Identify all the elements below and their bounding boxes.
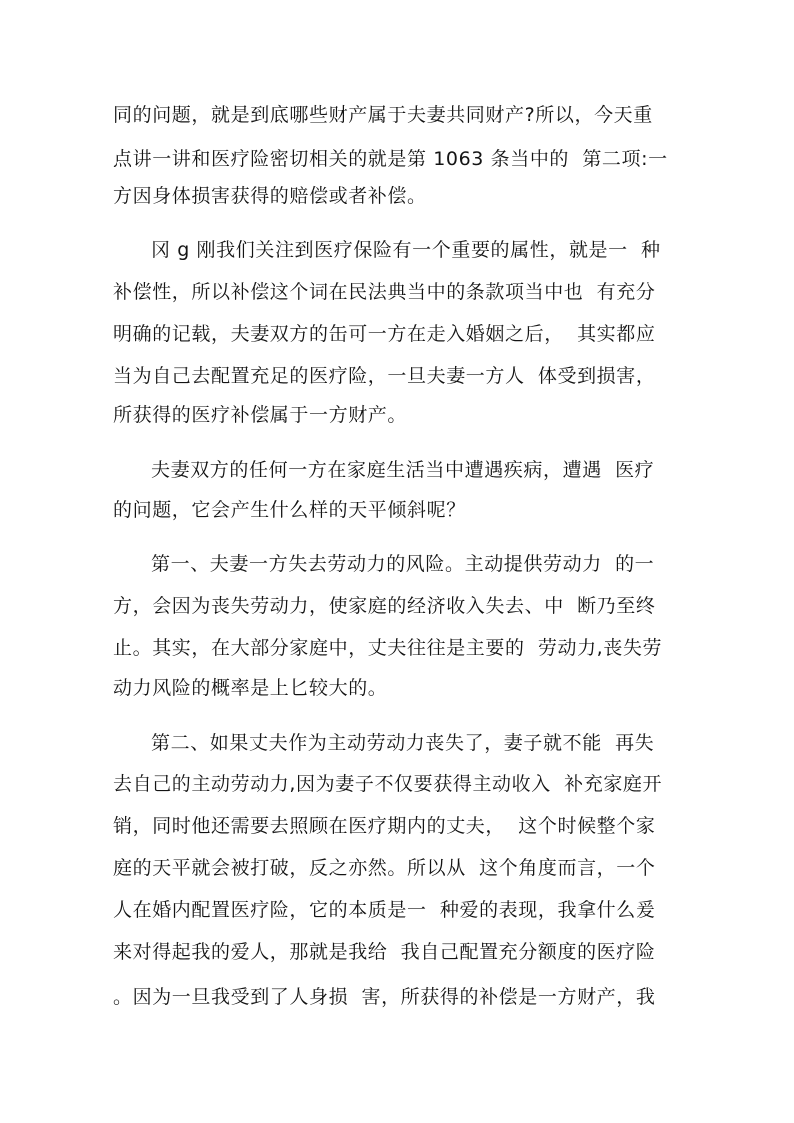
text-line: 的问题，它会产生什么样的天平倾斜呢？ xyxy=(113,499,466,521)
text-line: 人在婚内配置医疗险，它的本质是一 种爱的表现，我拿什么爰 xyxy=(113,899,656,921)
text-line: 动力风险的概率是上匕较大的。 xyxy=(113,677,388,699)
text-line: 第二、如果丈夫作为主动劳动力丧失了，妻子就不能 再失 xyxy=(151,732,655,754)
text-line: 去自己的主动劳动力,因为妻子不仅要获得主动收入 补充家庭开 xyxy=(113,773,663,795)
text-line: 补偿性，所以补偿这个词在民法典当中的条款项当中也 有充分 xyxy=(113,281,656,303)
text-line: 明确的记载，夫妻双方的缶可一方在走入婚姻之后， 其实都应 xyxy=(113,323,656,345)
text-line: 来对得起我的爱人，那就是我给 我自己配置充分额度的医疗险 xyxy=(113,941,656,963)
text-line: 销，同时他还需要去照顾在医疗期内的丈夫， 这个时候整个家 xyxy=(113,815,656,837)
text-line: 同的问题，就是到底哪些财产属于夫妻共同财产?所以，今天重 xyxy=(113,104,653,126)
text-line: 方因身体损害获得的赔偿或者补偿。 xyxy=(113,185,427,207)
text-line: 夫妻双方的任何一方在家庭生活当中遭遇疾病，遭遇 医疗 xyxy=(151,459,655,481)
text-line: 方，会因为丧失劳动力，使家庭的经济收入失去、中 断乃至终 xyxy=(113,595,656,617)
text-line: 止。其实，在大部分家庭中，丈夫往往是主要的 劳动力,丧失劳 xyxy=(113,637,663,659)
text-line: 所获得的医疗补偿属于一方财产。 xyxy=(113,404,408,426)
text-line: 当为自己去配置充足的医疗险，一旦夫妻一方人 体受到损害， xyxy=(113,365,656,387)
text-line: 冈 g 刚我们关注到医疗保险有一个重要的属性，就是一 种 xyxy=(151,239,661,261)
text-line: 庭的天平就会被打破，反之亦然。所以从 这个角度而言，一个 xyxy=(113,857,656,879)
text-line: 点讲一讲和医疗险密切相关的就是第 1063 条当中的 第二项:一 xyxy=(113,148,668,170)
text-line: 第一、夫妻一方失去劳动力的风险。主动提供劳动力 的一 xyxy=(151,553,655,575)
text-line: 。因为一旦我受到了人身损 害，所获得的补偿是一方财产，我 xyxy=(113,986,656,1008)
